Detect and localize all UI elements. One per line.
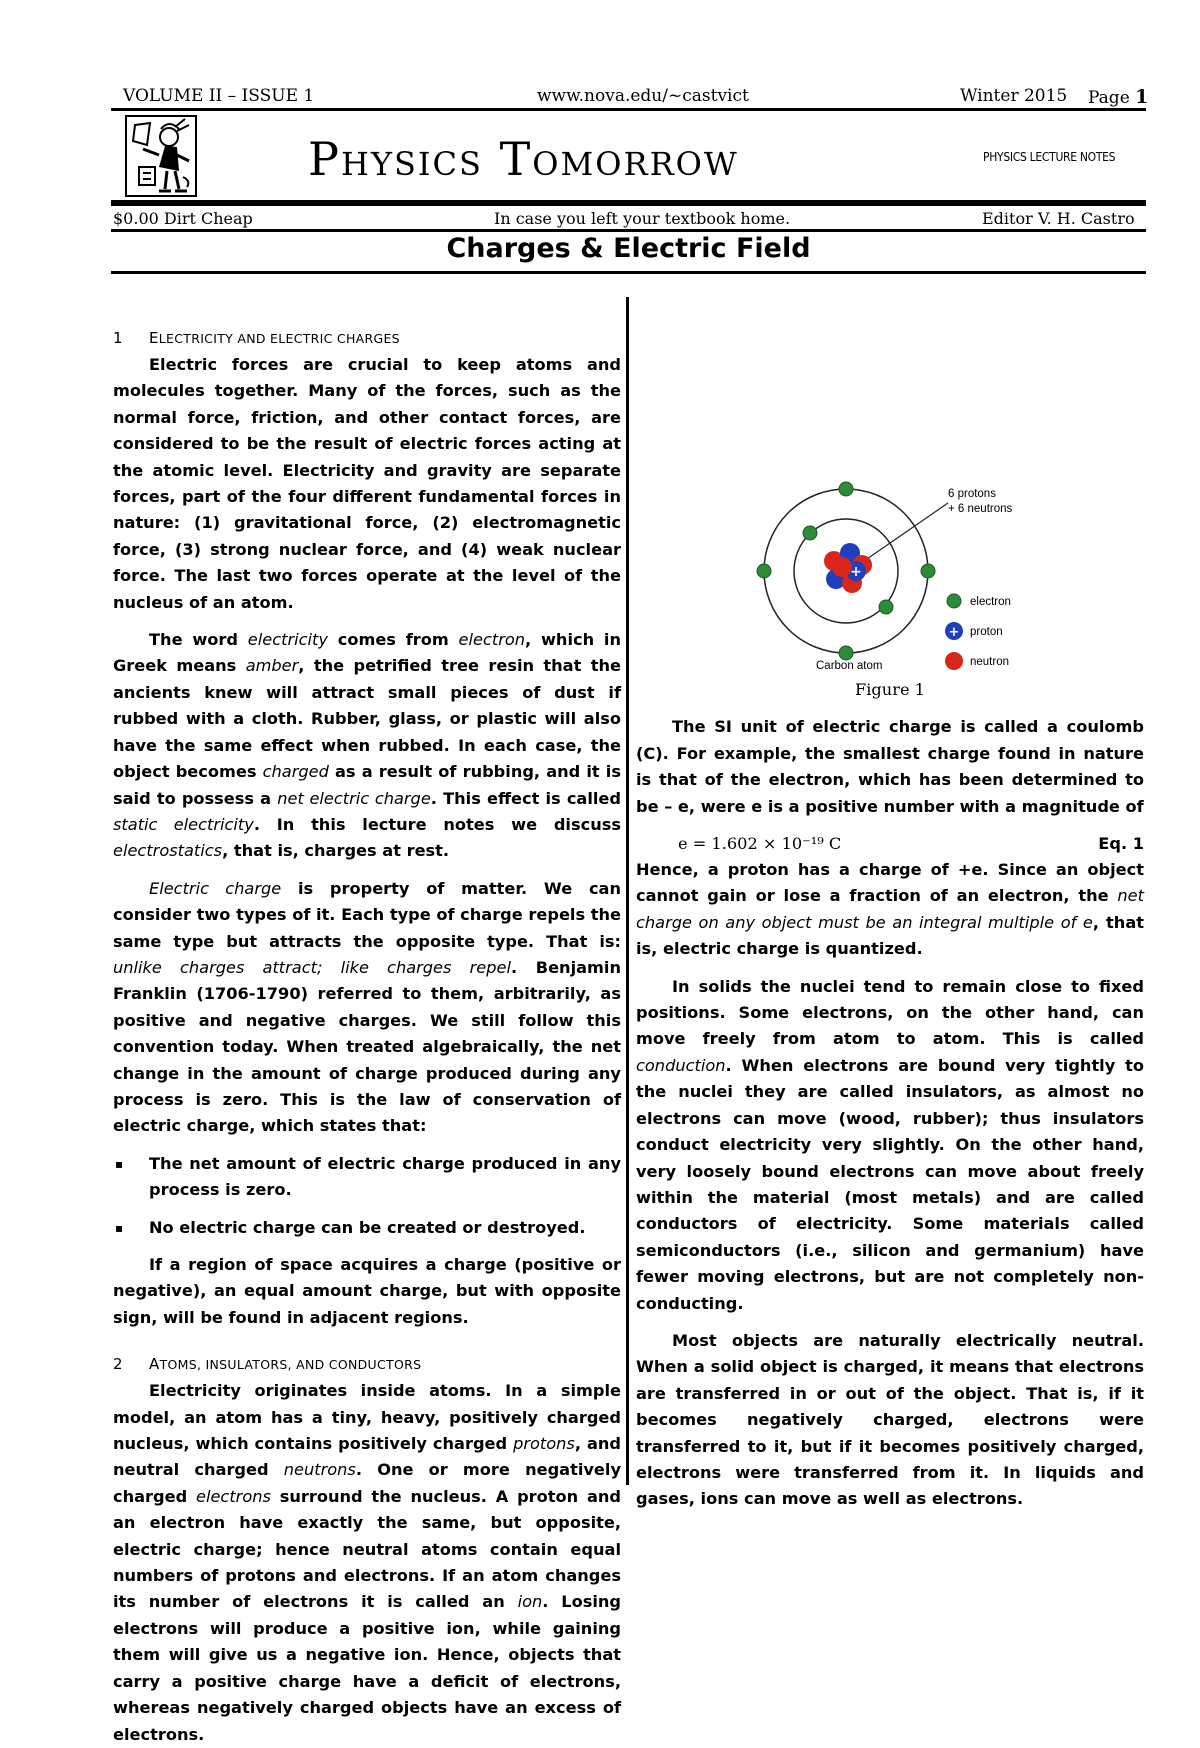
editor-credit: Editor V. H. Castro	[982, 209, 1135, 228]
equation-label: Eq. 1	[1098, 834, 1144, 854]
nucleus	[824, 543, 872, 593]
paragraph-word-electricity: The word electricity comes from electron, which in Greek means amber, the petrified tree resin that the ancients knew will attract small pieces of dust if rubbed with a cloth. Rubber, glass, or plastic will also have the same effect when rubbed. In each case, the object becomes charged as a result of rubbing, and it is said to possess a net electric charge. This effect is called static electricity. In this lecture notes we discuss electrostatics, that is, charges at rest.	[113, 630, 622, 861]
neutrons-label: + 6 neutrons	[948, 503, 1013, 515]
legend-neutron: neutron	[970, 656, 1010, 668]
legend-proton: proton	[970, 626, 1003, 638]
figure-caption: Figure 1	[855, 680, 925, 699]
right-column	[636, 301, 1144, 1513]
article-title: Charges & Electric Field	[446, 233, 811, 264]
paragraph-neutral-objects: Most objects are naturally electrically neutral. When a solid object is charged, it means that electrons are transferred in or out of the object. That is, if it becomes negatively charged, electrons were transferred to it, but if it becomes positively charged, electrons were transferred from it. In liquids and gases, ions can move as well as electrons.	[636, 1330, 1144, 1509]
bullet-item: ▪ No electric charge can be created or destroyed.	[115, 1217, 586, 1237]
issue-season: Winter 2015	[960, 86, 1068, 106]
column-divider	[626, 297, 629, 1485]
page-label: Page	[1088, 88, 1130, 108]
paragraph-electric-charge: Electric charge is property of matter. We can consider two types of it. Each type of charge repels the same type but attracts the opposite type. That is: unlike charges attract; like charges repel. Benjamin Franklin (1706-1790) referred to them, arbitrarily, as positive and negative charges. We still follow this convention today. When treated algebraically, the net change in the amount of charge produced during any process is zero. This is the law of conservation of electric charge, which states that:	[113, 878, 621, 1136]
paragraph-atoms: Electricity originates inside atoms. In a simple model, an atom has a tiny, heavy, positively charged nucleus, which contains positively charged protons, and neutral charged neutrons. One or more negatively charged electrons surround the nucleus. A proton and an electron have exactly the same, but opposite, electric charge; hence neutral atoms contain equal numbers of protons and electrons. If an atom changes its number of electrons it is called an ion. Losing electrons will produce a positive ion, while gaining them will give us a negative ion. Hence, objects that carry a positive charge have a deficit of electrons, whereas negatively charged objects have an excess of electrons.	[113, 1381, 621, 1744]
paragraph-si-unit: The SI unit of electric charge is called a coulomb (C). For example, the smallest charge found in nature is that of the electron, which has been determined to be – e, were e is a positive number with a magnitude of	[636, 717, 1144, 816]
legend-neutron-swatch	[945, 652, 963, 670]
section-2-heading: 2 ATOMS, INSULATORS, AND CONDUCTORS	[113, 1355, 422, 1374]
masthead-rule-thick	[111, 200, 1146, 206]
svg-text:+: +	[850, 564, 862, 580]
title-rule	[111, 271, 1146, 274]
carbon-atom-label: Carbon atom	[816, 660, 883, 671]
paragraph-conduction: In solids the nuclei tend to remain close to fixed positions. Some electrons, on the other hand, can move freely from atom to atom. This is called conduction. When electrons are bound very tightly to the nuclei they are called insulators, as almost no electrons can move (wood, rubber); thus insulators conduct electricity very slightly. On the other hand, very loosely bound electrons can move about freely within the material (most metals) and are called conductors of electricity. Some materials called semiconductors (i.e., silicon and germanium) have fewer moving electrons, but are not completely non-conducting.	[636, 976, 1144, 1313]
volume-issue: VOLUME II – ISSUE 1	[123, 86, 315, 106]
protons-label: 6 protons	[948, 488, 996, 500]
tagline: In case you left your textbook home.	[494, 209, 791, 228]
carbon-atom-figure	[636, 461, 1144, 671]
legend-electron-swatch	[947, 594, 961, 608]
equation-text: e = 1.602 × 10⁻¹⁹ C	[678, 834, 842, 854]
newsletter-title: Physics Tomorrow	[308, 132, 739, 186]
left-column	[113, 325, 621, 1748]
page-number: 1	[1135, 86, 1149, 108]
equation-1	[636, 831, 1144, 857]
section-1-heading: 1 ELECTRICITY AND ELECTRIC CHARGES	[113, 329, 400, 347]
svg-text:+: +	[948, 625, 960, 640]
page-indicator	[1088, 86, 1148, 108]
legend-electron: electron	[970, 596, 1011, 608]
physicist-cartoon-logo	[125, 115, 197, 197]
price-note: $0.00 Dirt Cheap	[113, 209, 253, 228]
paragraph-electric-forces: Electric forces are crucial to keep atoms and molecules together. Many of the forces, such as the normal force, friction, and other contact forces, are considered to be the result of electric forces acting at the atomic level. Electricity and gravity are separate forces, part of the four different fundamental forces in nature: (1) gravitational force, (2) electromagnetic force, (3) strong nuclear force, and (4) weak nuclear force. The last two forces operate at the level of the nucleus of an atom.	[113, 355, 621, 612]
paragraph-adjacent-regions: If a region of space acquires a charge (positive or negative), an equal amount charge, but with opposite sign, will be found in adjacent regions.	[113, 1255, 621, 1327]
subbar-rule	[111, 229, 1146, 232]
header-rule	[111, 108, 1146, 111]
newsletter-subtitle: PHYSICS LECTURE NOTES	[983, 150, 1116, 164]
bullet-item: ▪ The net amount of electric charge produced in any process is zero.	[115, 1153, 621, 1200]
website-url[interactable]: www.nova.edu/~castvict	[537, 86, 749, 106]
paragraph-quantized: Hence, a proton has a charge of +e. Since an object cannot gain or lose a fraction of an electron, the net charge on any object must be an integral multiple of e, that is, electric charge is quantized.	[636, 860, 1144, 959]
